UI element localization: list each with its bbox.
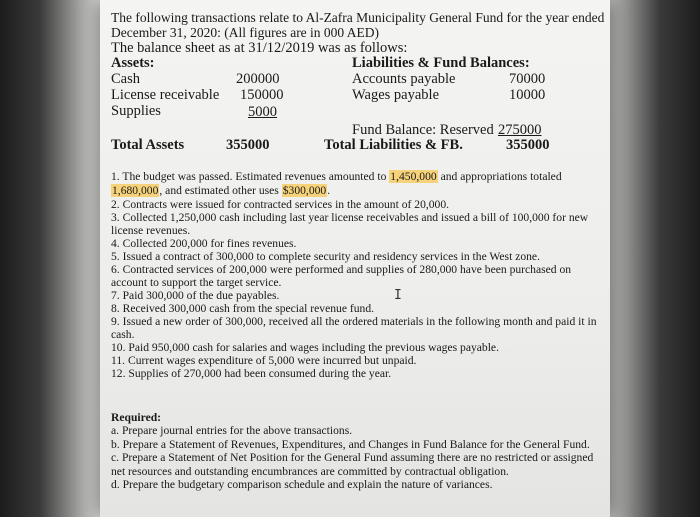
required-item: c. Prepare a Statement of Net Position for the General Fund assuming there are no restricted or assigned net resources and outstanding encumbrances are committed by contractual obligation. xyxy=(111,451,594,478)
text-cursor-icon: I xyxy=(394,288,402,303)
fund-balance-value: 275000 xyxy=(498,122,542,138)
balance-sheet-title: The balance sheet as at 31/12/2019 was as follows: xyxy=(111,40,408,56)
transaction-item: 7. Paid 300,000 of the due payables. xyxy=(111,289,280,302)
intro-line-2: December 31, 2020: (All figures are in 000 AED) xyxy=(111,25,380,40)
transaction-item: 6. Contracted services of 200,000 were performed and supplies of 280,000 have been purchased on account to support the target service. xyxy=(111,263,572,289)
total-assets-label: Total Assets xyxy=(111,137,185,153)
asset-label-cash: Cash xyxy=(111,71,140,87)
highlight-appropriations: 1,680,000 xyxy=(112,184,159,197)
assets-heading: Assets: xyxy=(111,55,155,71)
transactions-list xyxy=(111,170,606,380)
highlight-other-uses: $300,000 xyxy=(282,184,327,197)
transaction-item: 1. The budget was passed. Estimated revenues amounted to 1,450,000 and appropriations totaled 1,680,000, and estimated other uses $300,000. xyxy=(111,170,562,197)
required-heading: Required: xyxy=(111,411,162,424)
total-liabilities-label: Total Liabilities & FB. xyxy=(324,137,463,153)
fund-balance-label: Fund Balance: Reserved xyxy=(352,122,494,138)
transaction-item: 8. Received 300,000 cash from the special revenue fund. xyxy=(111,302,375,315)
total-liabilities-value: 355000 xyxy=(506,137,550,153)
transaction-item: 10. Paid 950,000 cash for salaries and wages including the previous wages payable. xyxy=(111,341,499,354)
liability-label-ap: Accounts payable xyxy=(352,71,456,87)
intro-line-1: The following transactions relate to Al-Zafra Municipality General Fund for the year ended xyxy=(111,10,605,25)
liabilities-heading: Liabilities & Fund Balances: xyxy=(352,55,530,71)
transaction-item: 5. Issued a contract of 300,000 to complete security and residency services in the West zone. xyxy=(111,250,540,263)
transaction-item: 2. Contracts were issued for contracted services in the amount of 20,000. xyxy=(111,198,450,211)
liability-value-wages: 10000 xyxy=(509,87,546,103)
required-item: b. Prepare a Statement of Revenues, Expenditures, and Changes in Fund Balance for the General Fund. xyxy=(111,437,590,451)
required-section xyxy=(111,411,606,491)
required-item: d. Prepare the budgetary comparison schedule and explain the nature of variances. xyxy=(111,478,493,492)
transaction-item: 12. Supplies of 270,000 had been consumed during the year. xyxy=(111,367,392,380)
liability-value-ap: 70000 xyxy=(509,71,546,87)
liability-label-wages: Wages payable xyxy=(352,87,439,103)
transaction-item: 9. Issued a new order of 300,000, received all the ordered materials in the following month and paid it in cash. xyxy=(111,315,597,341)
asset-label-supplies: Supplies xyxy=(111,103,161,119)
transaction-item: 3. Collected 1,250,000 cash including last year license receivables and issued a bill of 100,000 for new license revenues. xyxy=(111,211,589,237)
highlight-revenues: 1,450,000 xyxy=(390,170,437,183)
transaction-item: 4. Collected 200,000 for fines revenues. xyxy=(111,237,297,250)
asset-label-license: License receivable xyxy=(111,87,220,103)
asset-value-license: 150000 xyxy=(240,87,284,103)
asset-value-cash: 200000 xyxy=(236,71,280,87)
asset-value-supplies: 5000 xyxy=(248,104,277,120)
required-item: a. Prepare journal entries for the above transactions. xyxy=(111,424,353,438)
transaction-item: 11. Current wages expenditure of 5,000 were incurred but unpaid. xyxy=(111,354,417,367)
total-assets-value: 355000 xyxy=(226,137,270,153)
